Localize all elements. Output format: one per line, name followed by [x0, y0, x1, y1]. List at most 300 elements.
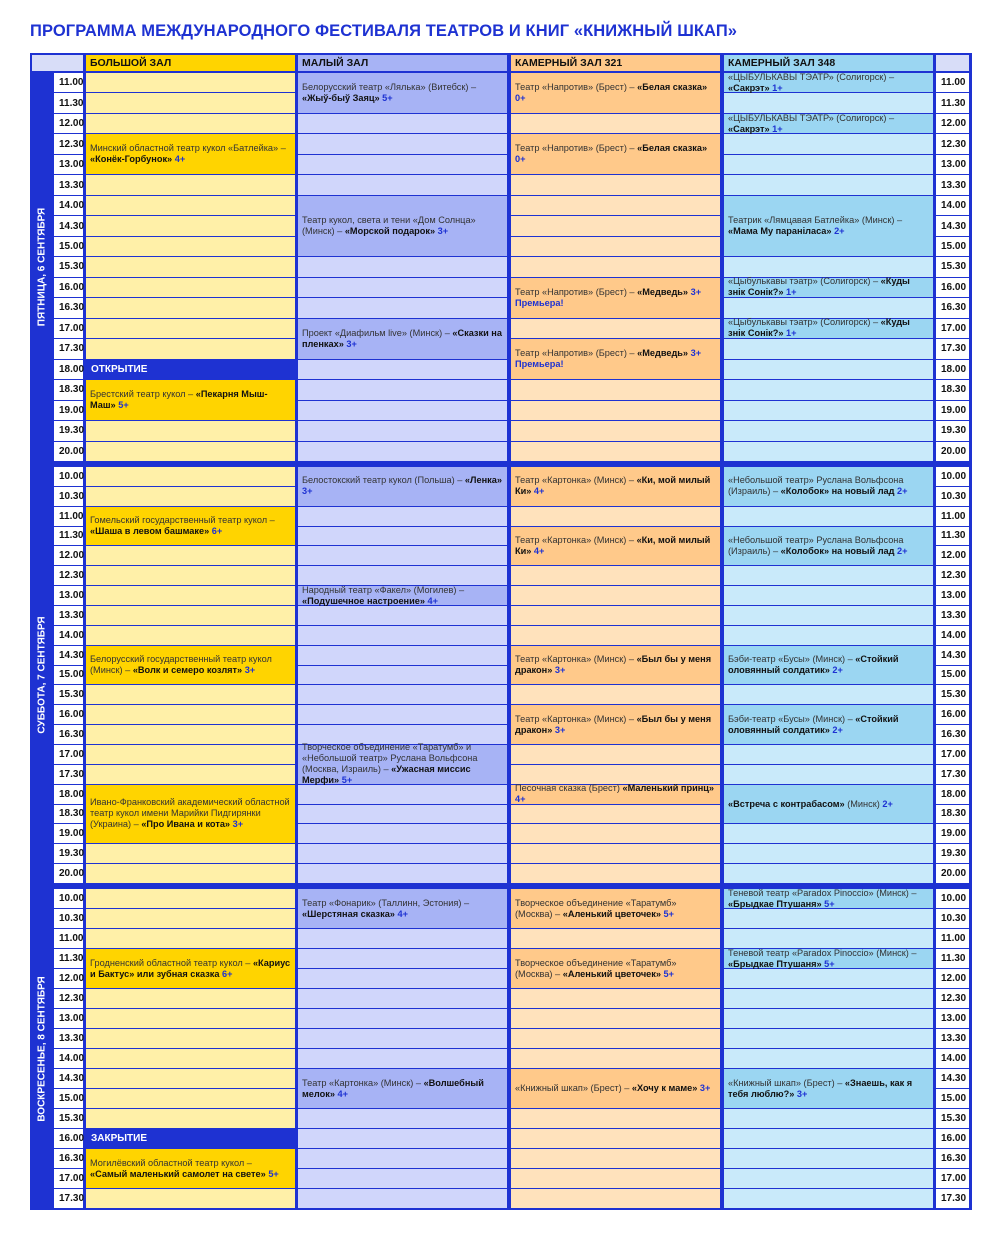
event-cell[interactable] [86, 949, 295, 988]
empty-slot [298, 401, 507, 420]
time-label-left: 20.00 [54, 864, 83, 883]
empty-slot [724, 606, 933, 625]
time-label-right: 19.30 [936, 421, 969, 440]
empty-slot [298, 705, 507, 724]
empty-slot [86, 685, 295, 704]
time-label-right: 18.00 [936, 360, 969, 379]
event-text [728, 948, 929, 970]
event-text [515, 654, 716, 676]
event-cell[interactable] [724, 278, 933, 297]
empty-slot [86, 909, 295, 928]
event-title: «Про Ивана и кота» [141, 819, 231, 830]
event-title: «Морской подарок» [344, 226, 436, 237]
time-label-right: 17.30 [936, 1189, 969, 1208]
event-theatre: Теневой театр «Paradox Pinoccio» (Минск) – [728, 887, 917, 898]
event-cell[interactable] [298, 467, 507, 506]
empty-slot [298, 685, 507, 704]
time-label-right: 19.30 [936, 844, 969, 863]
event-title: «Маленький принц» [622, 783, 715, 794]
event-title: «Сакрэт» [728, 123, 770, 134]
empty-slot [86, 626, 295, 645]
empty-slot [724, 844, 933, 863]
event-theatre: «Небольшой театр» Руслана Вольфсона (Израиль) – [728, 534, 904, 556]
time-label-left: 16.30 [54, 1149, 83, 1168]
time-label-right: 16.00 [936, 705, 969, 724]
event-theatre: Творческое объединение «Таратумб» и «Небольшой театр» Руслана Вольфсона (Москва, Израиль) – [302, 742, 478, 775]
event-age-rating: 5+ [339, 775, 353, 786]
empty-slot [724, 421, 933, 440]
event-cell[interactable] [298, 586, 507, 605]
schedule-table [30, 53, 972, 1210]
empty-slot [86, 1049, 295, 1068]
time-label-right: 12.00 [936, 969, 969, 988]
empty-slot [511, 685, 720, 704]
event-title: «Колобок» на новый лад [780, 545, 895, 556]
time-label-right: 16.00 [936, 1129, 969, 1148]
event-cell[interactable] [724, 949, 933, 968]
event-title: «Куды знік Сонік?» [728, 317, 910, 339]
header-corner-left [32, 55, 83, 71]
time-label-left: 17.00 [54, 319, 83, 338]
event-theatre: «ЦЫБУЛЬКАВЫ ТЭАТР» (Солигорск) – [728, 71, 895, 82]
event-cell[interactable] [511, 339, 720, 379]
time-label-left: 18.00 [54, 360, 83, 379]
time-label-right: 17.00 [936, 745, 969, 764]
time-label-left: 18.30 [54, 805, 83, 824]
empty-slot [298, 380, 507, 399]
event-cell[interactable] [511, 785, 720, 804]
empty-slot [724, 339, 933, 358]
event-age-rating: 2+ [882, 798, 893, 809]
empty-slot [724, 685, 933, 704]
empty-slot [724, 626, 933, 645]
empty-slot [298, 626, 507, 645]
event-text [302, 82, 503, 104]
event-cell[interactable] [724, 319, 933, 338]
special-event-banner: ОТКРЫТИЕ [86, 360, 295, 379]
event-theatre: Театр «Картонка» (Минск) – [515, 475, 637, 486]
time-label-right: 11.00 [936, 929, 969, 948]
event-theatre: «ЦЫБУЛЬКАВЫ ТЭАТР» (Солигорск) – [728, 112, 895, 123]
event-theatre: Песочная сказка (Брест) [515, 783, 623, 794]
event-cell[interactable] [724, 646, 933, 685]
event-age-rating: 0+ [515, 154, 526, 165]
empty-slot [298, 646, 507, 665]
event-cell[interactable] [298, 319, 507, 359]
empty-slot [298, 725, 507, 744]
event-cell[interactable] [724, 467, 933, 506]
time-label-left: 11.30 [54, 93, 83, 112]
empty-slot [724, 1009, 933, 1028]
time-label-left: 14.00 [54, 1049, 83, 1068]
empty-slot [86, 114, 295, 133]
empty-slot [86, 566, 295, 585]
event-text [515, 287, 716, 309]
empty-slot [86, 278, 295, 297]
time-label-right: 17.00 [936, 319, 969, 338]
event-cell[interactable] [298, 742, 507, 786]
time-label-right: 18.30 [936, 805, 969, 824]
event-age-rating: 4+ [424, 595, 439, 606]
event-text [515, 783, 716, 805]
event-cell[interactable] [511, 527, 720, 566]
empty-slot [298, 824, 507, 843]
empty-slot [724, 507, 933, 526]
empty-slot [511, 1109, 720, 1128]
empty-slot [724, 1169, 933, 1188]
empty-slot [86, 467, 295, 486]
event-cell[interactable] [724, 705, 933, 744]
event-theatre: Театр «Картонка» (Минск) – [515, 534, 637, 545]
empty-slot [298, 989, 507, 1008]
day-label [32, 889, 52, 1208]
event-cell[interactable] [724, 889, 933, 908]
empty-slot [86, 339, 295, 358]
time-label-right: 10.00 [936, 889, 969, 908]
event-theatre: «Книжный шкап» (Брест) – [728, 1077, 845, 1088]
empty-slot [511, 257, 720, 276]
empty-slot [724, 586, 933, 605]
header-corner-right [936, 55, 969, 71]
event-theatre: Гомельский государственный театр кукол – [90, 515, 275, 526]
empty-slot [298, 844, 507, 863]
empty-slot [298, 1109, 507, 1128]
time-label-left: 13.30 [54, 606, 83, 625]
event-theatre: Театр «Напротив» (Брест) – [515, 81, 638, 92]
page-title: ПРОГРАММА МЕЖДУНАРОДНОГО ФЕСТИВАЛЯ ТЕАТРОВ И КНИГ «КНИЖНЫЙ ШКАП» [30, 22, 738, 40]
event-text [515, 82, 716, 104]
empty-slot [86, 745, 295, 764]
time-label-left: 13.00 [54, 155, 83, 174]
event-title: «Белая сказка» [637, 143, 708, 154]
event-text [515, 1083, 710, 1094]
event-title: «Куды знік Сонік?» [728, 276, 910, 298]
event-cell[interactable] [511, 889, 720, 928]
time-label-left: 15.00 [54, 1089, 83, 1108]
event-age-rating: 2+ [894, 486, 908, 497]
event-theatre: Теневой театр «Paradox Pinoccio» (Минск) – [728, 947, 917, 958]
event-text [90, 1158, 291, 1180]
time-label-right: 13.00 [936, 155, 969, 174]
event-age-rating: 5+ [661, 968, 675, 979]
empty-slot [86, 487, 295, 506]
time-label-right: 14.30 [936, 216, 969, 235]
event-age-rating: 3+ [552, 724, 566, 735]
event-cell[interactable] [298, 1069, 507, 1108]
empty-slot [86, 175, 295, 194]
event-age-rating: 3+ [302, 486, 313, 497]
event-text [728, 535, 929, 557]
empty-slot [298, 1029, 507, 1048]
event-cell[interactable] [511, 73, 720, 113]
empty-slot [724, 929, 933, 948]
empty-slot [86, 606, 295, 625]
time-label-right: 12.30 [936, 134, 969, 153]
event-text [728, 654, 929, 676]
event-title: «Колобок» на новый лад [780, 486, 895, 497]
time-label-left: 14.30 [54, 1069, 83, 1088]
empty-slot [724, 824, 933, 843]
empty-slot [511, 1169, 720, 1188]
event-title: «Встреча с контрабасом» [728, 798, 845, 809]
event-age-rating: 4+ [515, 794, 526, 805]
event-age-rating: 4+ [394, 908, 408, 919]
empty-slot [86, 196, 295, 215]
empty-slot [298, 606, 507, 625]
empty-slot [86, 725, 295, 744]
event-cell[interactable] [511, 278, 720, 318]
time-label-left: 20.00 [54, 442, 83, 461]
time-label-right: 13.30 [936, 175, 969, 194]
time-label-right: 15.30 [936, 1109, 969, 1128]
time-label-left: 17.00 [54, 745, 83, 764]
event-text [728, 1078, 929, 1100]
empty-slot [86, 586, 295, 605]
empty-slot [724, 1049, 933, 1068]
empty-slot [86, 989, 295, 1008]
event-text [302, 215, 503, 237]
event-cell[interactable] [511, 705, 720, 744]
empty-slot [511, 805, 720, 824]
empty-slot [724, 969, 933, 988]
event-title: «Сакрэт» [728, 82, 770, 93]
event-text [90, 515, 291, 537]
empty-slot [724, 380, 933, 399]
event-cell[interactable] [511, 467, 720, 506]
event-cell[interactable] [86, 785, 295, 844]
event-text [90, 958, 291, 980]
empty-slot [86, 1069, 295, 1088]
empty-slot [511, 401, 720, 420]
time-label-left: 16.30 [54, 298, 83, 317]
event-text [728, 113, 929, 135]
time-label-right: 15.30 [936, 685, 969, 704]
time-label-right: 18.00 [936, 785, 969, 804]
time-label-left: 17.30 [54, 765, 83, 784]
event-text [728, 317, 929, 339]
time-label-right: 10.00 [936, 467, 969, 486]
empty-slot [724, 401, 933, 420]
day-label-text: ВОСКРЕСЕНЬЕ, 8 СЕНТЯБРЯ [36, 975, 48, 1122]
event-text [515, 898, 716, 920]
event-theatre: Театр «Картонка» (Минск) – [302, 1077, 424, 1088]
event-title: «Был бы у меня дракон» [515, 654, 712, 676]
event-title: «Волк и семеро козлят» [132, 665, 243, 676]
event-cell[interactable] [298, 73, 507, 113]
time-label-left: 10.30 [54, 487, 83, 506]
event-text [728, 888, 929, 910]
time-label-left: 15.30 [54, 685, 83, 704]
time-label-left: 16.00 [54, 705, 83, 724]
empty-slot [298, 1049, 507, 1068]
empty-slot [724, 566, 933, 585]
time-label-left: 11.00 [54, 929, 83, 948]
empty-slot [86, 442, 295, 461]
empty-slot [511, 765, 720, 784]
empty-slot [298, 1189, 507, 1208]
empty-slot [298, 929, 507, 948]
hall-header: БОЛЬШОЙ ЗАЛ [86, 55, 295, 71]
event-text [728, 72, 929, 94]
event-title: «Ужасная миссис Мерфи» [302, 764, 471, 786]
event-cell[interactable] [298, 889, 507, 928]
event-title: «Волшебный мелок» [302, 1077, 484, 1099]
time-label-left: 16.30 [54, 725, 83, 744]
time-label-left: 12.00 [54, 546, 83, 565]
empty-slot [511, 507, 720, 526]
time-label-left: 11.00 [54, 507, 83, 526]
empty-slot [724, 1029, 933, 1048]
event-age-rating: 5+ [115, 400, 129, 411]
event-title: «Аленький цветочек» [562, 908, 661, 919]
time-label-left: 17.30 [54, 339, 83, 358]
time-label-right: 17.30 [936, 339, 969, 358]
event-cell[interactable] [511, 134, 720, 174]
event-cell[interactable] [511, 949, 720, 988]
event-cell[interactable] [511, 646, 720, 685]
event-theatre: Белорусский государственный театр кукол (Минск) – [90, 654, 272, 676]
event-title: «Пекарня Мыш-Маш» [90, 389, 268, 411]
empty-slot [511, 237, 720, 256]
empty-slot [298, 155, 507, 174]
empty-slot [724, 298, 933, 317]
time-label-right: 11.30 [936, 93, 969, 112]
event-theatre: Театр «Напротив» (Брест) – [515, 348, 638, 359]
event-cell[interactable] [298, 196, 507, 256]
empty-slot [511, 442, 720, 461]
time-label-left: 17.00 [54, 1169, 83, 1188]
event-cell[interactable] [511, 1069, 720, 1108]
time-label-left: 14.30 [54, 646, 83, 665]
time-label-left: 19.30 [54, 421, 83, 440]
empty-slot [511, 196, 720, 215]
event-theatre: «Небольшой театр» Руслана Вольфсона (Израиль) – [728, 475, 904, 497]
event-cell[interactable] [86, 134, 295, 174]
event-text [90, 143, 291, 165]
event-text [302, 585, 503, 607]
event-title: «Аленький цветочек» [562, 968, 661, 979]
empty-slot [298, 175, 507, 194]
empty-slot [724, 1189, 933, 1208]
event-theatre: Театр кукол, света и тени «Дом Солнца» (Минск) – [302, 215, 476, 237]
event-text [302, 1078, 503, 1100]
event-title: «Стойкий оловянный солдатик» [728, 654, 899, 676]
event-cell[interactable] [724, 73, 933, 92]
event-age-rating: 2+ [831, 226, 845, 237]
time-label-right: 16.30 [936, 1149, 969, 1168]
time-label-left: 15.00 [54, 237, 83, 256]
event-age-rating: 5+ [265, 1168, 279, 1179]
time-label-left: 11.00 [54, 73, 83, 92]
event-title: «Был бы у меня дракон» [515, 713, 712, 735]
event-cell[interactable] [724, 1069, 933, 1108]
event-text [728, 215, 929, 237]
event-theatre: Гродненский областной театр кукол – [90, 957, 253, 968]
empty-slot [86, 1089, 295, 1108]
event-text [302, 328, 503, 350]
event-age-rating: 1+ [783, 287, 797, 298]
empty-slot [724, 93, 933, 112]
event-theatre: Ивано-Франковский академический областной театр кукол имени Марийки Пидгирянки (Украина) – [90, 797, 290, 830]
time-label-left: 12.30 [54, 134, 83, 153]
empty-slot [724, 765, 933, 784]
event-age-rating: 3+ [552, 665, 566, 676]
day-label [32, 467, 52, 883]
event-cell[interactable] [86, 1149, 295, 1188]
time-label-left: 17.30 [54, 1189, 83, 1208]
empty-slot [724, 909, 933, 928]
empty-slot [298, 298, 507, 317]
time-label-right: 10.30 [936, 909, 969, 928]
empty-slot [86, 1109, 295, 1128]
time-label-right: 19.00 [936, 824, 969, 843]
empty-slot [86, 93, 295, 112]
time-label-left: 19.00 [54, 824, 83, 843]
event-theatre: Бэби-театр «Бусы» (Минск) – [728, 654, 856, 665]
time-label-right: 18.30 [936, 380, 969, 399]
event-cell[interactable] [86, 646, 295, 685]
time-label-left: 12.00 [54, 969, 83, 988]
empty-slot [511, 1189, 720, 1208]
event-age-rating: 6+ [209, 526, 223, 537]
event-theatre: Бэби-театр «Бусы» (Минск) – [728, 713, 856, 724]
event-title: «Самый маленький самолет на свете» [90, 1168, 266, 1179]
time-label-left: 12.30 [54, 989, 83, 1008]
empty-slot [724, 257, 933, 276]
event-title: «Брыдкае Птушаня» [728, 958, 822, 969]
event-age-rating: 3+ [794, 1088, 808, 1099]
event-theatre: Белостокский театр кукол (Польша) – [302, 475, 465, 486]
event-title: «Кариус и Бактус» или зубная сказка [90, 957, 291, 979]
empty-slot [86, 421, 295, 440]
empty-slot [511, 844, 720, 863]
time-label-right: 13.30 [936, 606, 969, 625]
event-age-rating: 2+ [829, 665, 843, 676]
event-cell[interactable] [724, 114, 933, 133]
empty-slot [298, 949, 507, 968]
event-theatre: Проект «Диафильм live» (Минск) – [302, 327, 453, 338]
event-text [515, 535, 716, 557]
time-label-right: 15.00 [936, 666, 969, 685]
time-label-right: 13.30 [936, 1029, 969, 1048]
time-label-right: 12.30 [936, 566, 969, 585]
event-age-rating: 3+ [435, 226, 449, 237]
empty-slot [298, 278, 507, 297]
empty-slot [724, 175, 933, 194]
time-label-right: 12.30 [936, 989, 969, 1008]
time-label-right: 13.00 [936, 586, 969, 605]
time-label-right: 15.00 [936, 237, 969, 256]
time-label-left: 15.30 [54, 257, 83, 276]
event-cell[interactable] [724, 527, 933, 566]
event-cell[interactable] [724, 196, 933, 256]
empty-slot [298, 507, 507, 526]
empty-slot [298, 546, 507, 565]
empty-slot [298, 360, 507, 379]
empty-slot [86, 929, 295, 948]
empty-slot [86, 298, 295, 317]
event-text [302, 475, 503, 497]
empty-slot [511, 216, 720, 235]
empty-slot [511, 1149, 720, 1168]
event-cell[interactable] [86, 380, 295, 420]
empty-slot [724, 745, 933, 764]
event-cell[interactable] [724, 785, 933, 824]
event-title: «Ленка» [464, 475, 502, 486]
empty-slot [511, 626, 720, 645]
event-cell[interactable] [86, 507, 295, 546]
empty-slot [86, 1009, 295, 1028]
